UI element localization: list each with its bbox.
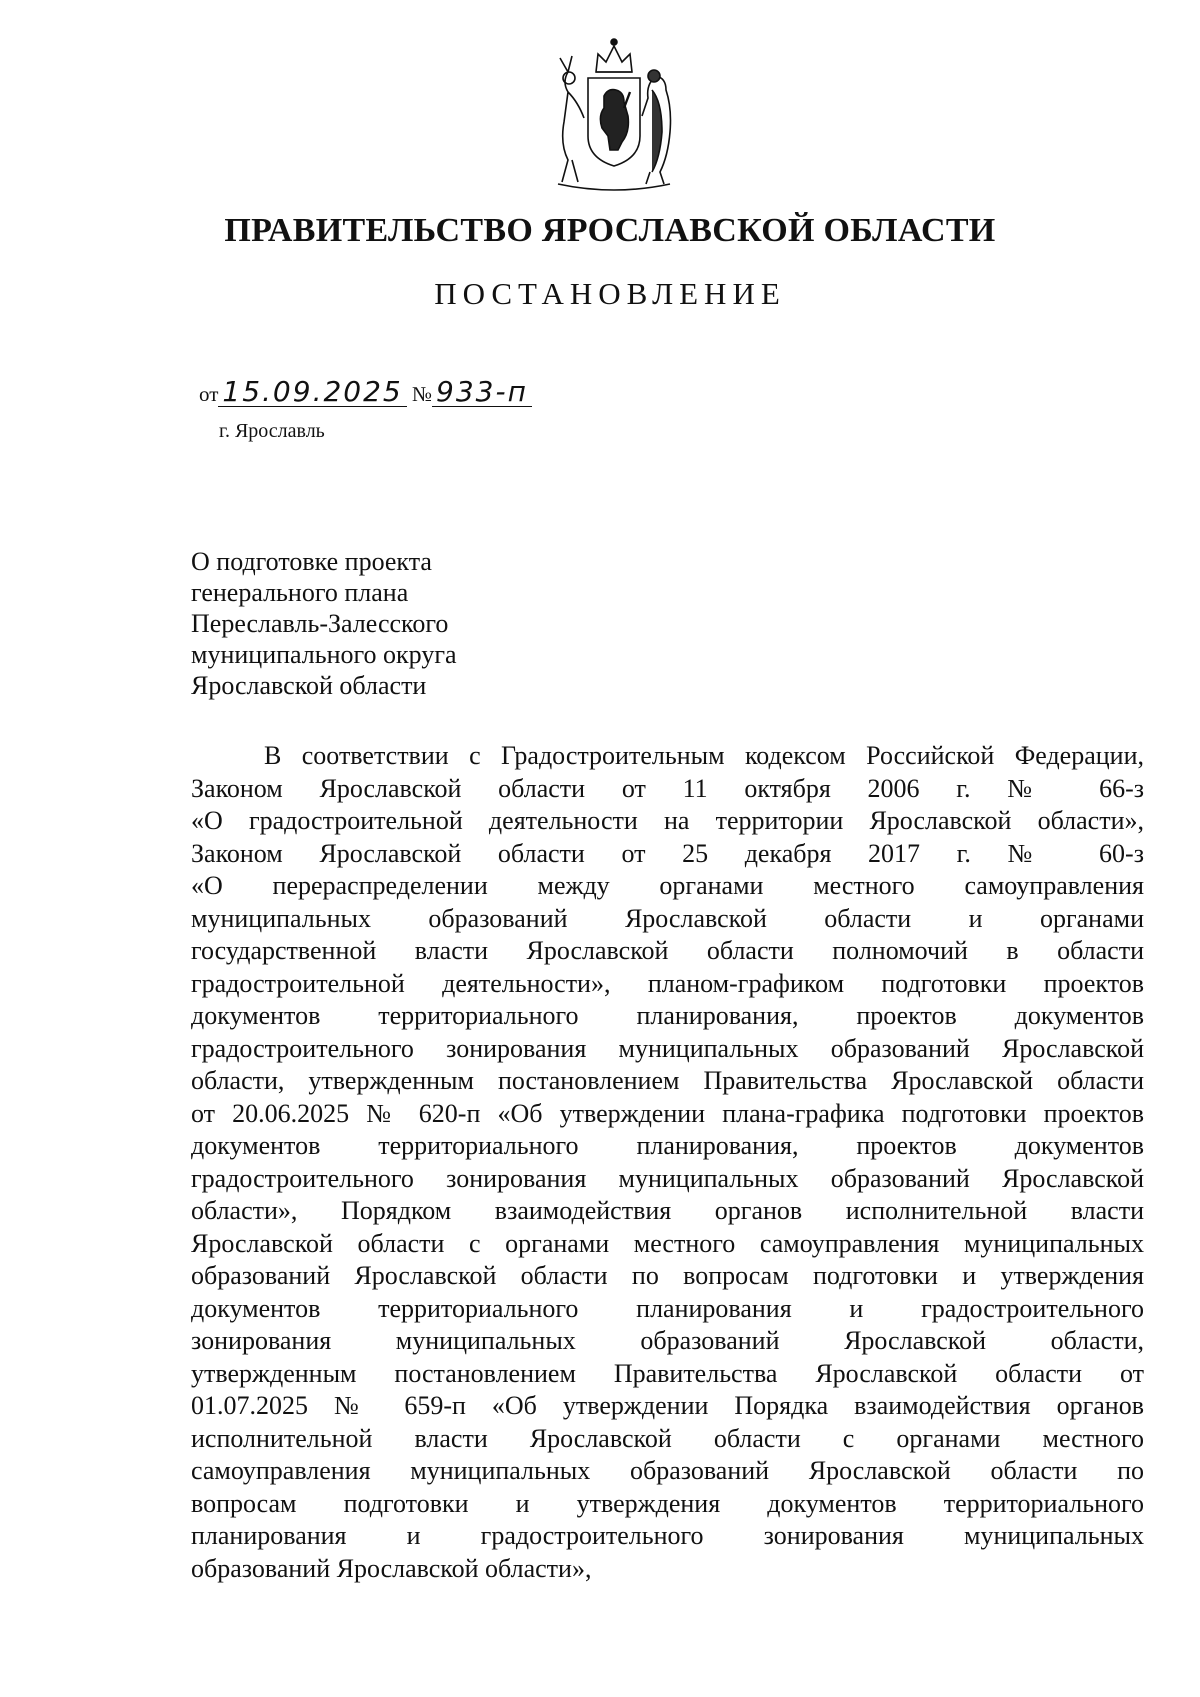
subject-line: генерального плана [191,578,409,607]
body-line: 01.07.2025 № 659-п «Об утверждении Порядка взаимодействия органов [191,1391,1144,1420]
body-line: области, утвержденным постановлением Правительства Ярославской области [191,1066,1144,1095]
body-line: документов территориального планирования и градостроительного [191,1293,1144,1323]
body-line: утвержденным постановлением Правительства Ярославской области от [191,1358,1144,1388]
subject-line: О подготовке проекта [191,547,432,576]
body-line: Ярославской области с органами местного самоуправления муниципальных [191,1228,1144,1258]
body-line: градостроительного зонирования муниципальных образований Ярославской [191,1033,1144,1063]
body-line: от 20.06.2025 № 620-п «Об утверждении плана-графика подготовки проектов [191,1098,1144,1128]
date-number-line [199,375,532,408]
body-line: документов территориального планирования, проектов документов [191,1131,1144,1160]
subject-line: муниципального округа [191,640,457,669]
body-line: зонирования муниципальных образований Ярославской области, [191,1326,1144,1355]
body-line: «О перераспределении между органами местного самоуправления [191,871,1144,900]
body-line: градостроительного зонирования муниципальных образований Ярославской [191,1163,1144,1193]
subject-line: Ярославской области [191,671,427,700]
preamble-paragraph [191,740,1144,1585]
body-line: самоуправления муниципальных образований Ярославской области по [191,1456,1144,1485]
document-date: 15.09.2025 [222,375,403,408]
body-line: В соответствии с Градостроительным кодексом Российской Федерации, [264,741,1144,770]
body-line: исполнительной власти Ярославской области с органами местного [191,1423,1144,1453]
body-line: градостроительной деятельности», планом-графиком подготовки проектов [191,968,1144,998]
date-prefix: от [199,382,219,406]
body-line: планирования и градостроительного зонирования муниципальных [191,1521,1144,1550]
body-line: государственной власти Ярославской области полномочий в области [191,936,1144,965]
number-prefix: № [411,382,433,406]
body-line: «О градостроительной деятельности на территории Ярославской области», [191,806,1144,835]
body-line: вопросам подготовки и утверждения документов территориального [191,1488,1144,1518]
body-line: образований Ярославской области по вопросам подготовки и утверждения [191,1261,1144,1290]
body-line: области», Порядком взаимодействия органов исполнительной власти [191,1196,1144,1225]
body-line: документов территориального планирования, проектов документов [191,1001,1144,1030]
document-subject [191,546,691,701]
body-line: Законом Ярославской области от 25 декабря 2017 г. № 60-з [191,838,1144,868]
organization-name: ПРАВИТЕЛЬСТВО ЯРОСЛАВСКОЙ ОБЛАСТИ [224,212,996,249]
body-line: образований Ярославской области», [191,1553,592,1583]
document-type: ПОСТАНОВЛЕНИЕ [434,276,786,311]
document-number: 933-п [436,375,528,408]
body-line: Законом Ярославской области от 11 октября 2006 г. № 66-з [191,773,1144,803]
subject-line: Переславль-Залесского [191,609,449,638]
coat-of-arms-emblem [538,32,690,192]
body-line: муниципальных образований Ярославской области и органами [191,903,1144,933]
city-line: г. Ярославль [219,420,325,442]
